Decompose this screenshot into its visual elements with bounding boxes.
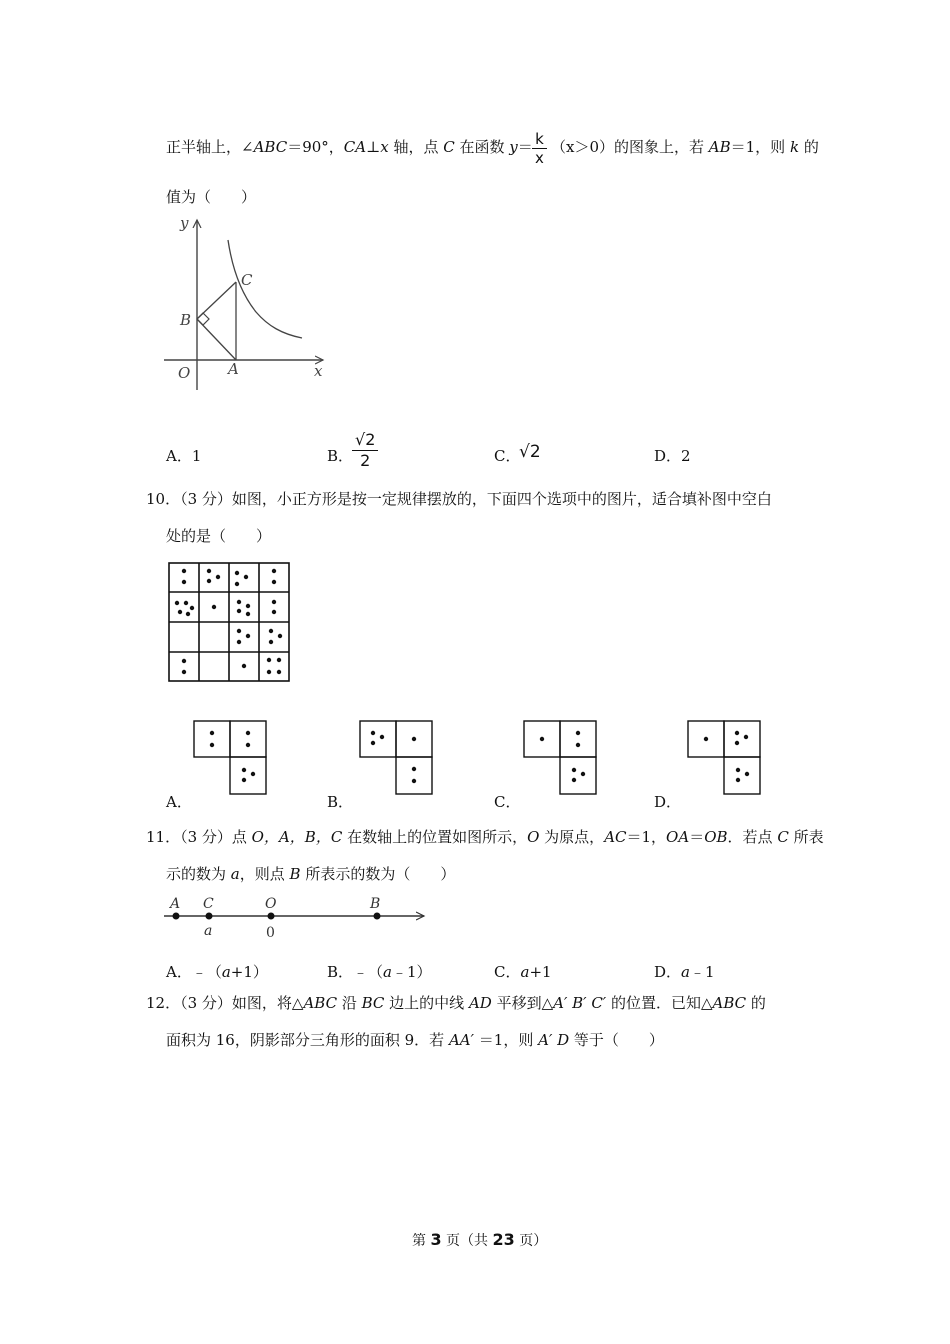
text: 所表示的数为（ ）	[300, 865, 456, 883]
text: ＝1，则	[730, 138, 790, 156]
q10-option-d-figure	[687, 720, 761, 796]
text: AB	[708, 138, 731, 156]
text: 页（共	[441, 1233, 493, 1249]
label-b: B	[370, 896, 381, 912]
label-a: A	[170, 896, 181, 912]
text: 正半轴上，∠	[166, 138, 254, 156]
text: O	[527, 828, 540, 846]
point-c	[206, 913, 213, 920]
q12-line2	[166, 1033, 664, 1048]
text: a	[221, 963, 231, 981]
text: A′ D	[538, 1031, 570, 1049]
text: ABC	[253, 138, 288, 156]
q11-line2	[166, 867, 455, 882]
fraction-numerator: k	[532, 130, 547, 149]
text: a	[230, 865, 240, 883]
text: ⊥	[366, 138, 381, 156]
text: 等于（ ）	[569, 1031, 664, 1049]
text: a	[520, 963, 530, 981]
text: 面积为 16，阴影部分三角形的面积 9．若	[166, 1031, 449, 1049]
text: 页）	[514, 1233, 548, 1249]
text: k	[789, 138, 800, 156]
text: ABC	[712, 994, 747, 1012]
text: 在数轴上的位置如图所示，	[342, 828, 528, 846]
text: BC	[361, 994, 385, 1012]
fraction-k-over-x	[532, 130, 547, 167]
text: D．	[654, 963, 682, 981]
q10-option-d-label: D．	[654, 793, 682, 811]
text: ＝	[689, 828, 705, 846]
text: ABC	[303, 994, 338, 1012]
text: CA	[343, 138, 367, 156]
fraction-numerator: √2	[352, 430, 378, 451]
text: ．若点	[727, 828, 778, 846]
q10-option-c-figure	[523, 720, 597, 796]
text: 的位置．已知△	[606, 994, 713, 1012]
q11-option-b	[327, 961, 432, 982]
label-a: A	[228, 360, 239, 378]
q9-line1	[166, 140, 533, 155]
text: O，A，B，C	[251, 828, 343, 846]
point-o	[268, 913, 275, 920]
label-o: O	[178, 364, 191, 382]
label-o: O	[265, 896, 277, 912]
text: A．﹣（	[166, 963, 222, 981]
q10-dot-grid	[168, 562, 292, 683]
text: 平移到△	[491, 994, 554, 1012]
q11-option-c	[494, 961, 552, 982]
label-c: C	[203, 896, 214, 912]
q9-option-d: D．2	[654, 447, 691, 465]
text: 的	[799, 138, 819, 156]
q10-option-a-figure	[193, 720, 267, 796]
text: C	[443, 138, 455, 156]
q12-line1	[146, 996, 766, 1011]
text: a	[383, 963, 392, 981]
text: C．	[494, 963, 521, 981]
q11-option-d	[654, 961, 715, 982]
text: 12．（3 分）如图，将△	[146, 994, 304, 1012]
q10-option-b-label: B．	[327, 793, 354, 811]
text: ﹣1	[689, 963, 715, 981]
fraction-denominator: x	[535, 149, 544, 167]
text: ＝1，	[626, 828, 667, 846]
q9-option-c-letter: C．	[494, 447, 521, 465]
text: 在函数	[454, 138, 510, 156]
text: ＝	[517, 138, 533, 156]
q10-line1: 10．（3 分）如图，小正方形是按一定规律摆放的，下面四个选项中的图片，适合填补图中空白	[146, 490, 772, 508]
q10-option-c-label: C．	[494, 793, 521, 811]
text: y	[509, 138, 518, 156]
text: 为原点，	[539, 828, 605, 846]
text: B	[289, 865, 301, 883]
label-zero: 0	[266, 925, 275, 941]
text: AC	[604, 828, 627, 846]
q9-option-c-value: √2	[519, 442, 541, 462]
text: 轴，点	[388, 138, 444, 156]
text: 所表	[788, 828, 824, 846]
point-b	[374, 913, 381, 920]
text: ＝90°，	[287, 138, 344, 156]
label-x: x	[314, 362, 323, 380]
label-a-value: a	[204, 923, 213, 939]
label-b: B	[180, 311, 192, 329]
q9-option-b-fraction	[352, 430, 378, 471]
q9-option-a: A．1	[166, 447, 202, 465]
fraction-denominator: 2	[360, 451, 371, 470]
q11-number-line	[160, 893, 430, 941]
q11-line1	[146, 830, 824, 845]
page-number: 3	[430, 1230, 442, 1249]
page-total: 23	[492, 1230, 515, 1249]
text: ＝1，则	[474, 1031, 539, 1049]
text: ，则点	[239, 865, 290, 883]
text: A′ B′ C′	[553, 994, 607, 1012]
q9-line1-rest	[551, 140, 819, 155]
q11-option-a	[166, 961, 268, 982]
text: B．﹣（	[327, 963, 384, 981]
right-angle-mark	[197, 313, 209, 325]
text: 边上的中线	[384, 994, 469, 1012]
text: 11．（3 分）点	[146, 828, 252, 846]
text: a	[681, 963, 690, 981]
text: +1	[529, 963, 552, 981]
point-a	[173, 913, 180, 920]
label-c: C	[241, 271, 253, 289]
label-y: y	[180, 214, 189, 232]
text: 示的数为	[166, 865, 231, 883]
text: +1）	[230, 963, 268, 981]
text: ﹣1）	[391, 963, 432, 981]
text: 的	[746, 994, 766, 1012]
q10-option-b-figure	[359, 720, 433, 796]
text: C	[777, 828, 789, 846]
page-footer	[412, 1230, 547, 1250]
text: AA′	[448, 1031, 475, 1049]
text: （x＞0）的图象上，若	[551, 138, 709, 156]
q9-hyperbola-graph	[160, 212, 340, 397]
text: 沿	[337, 994, 362, 1012]
text: AD	[468, 994, 492, 1012]
hyperbola-curve	[228, 240, 302, 338]
text: OA	[666, 828, 690, 846]
q10-option-a-label: A．	[166, 793, 192, 811]
q9-line2: 值为（ ）	[166, 188, 257, 206]
q9-option-b-letter: B．	[327, 447, 354, 465]
text: OB	[704, 828, 728, 846]
text: x	[380, 138, 389, 156]
text: 第	[412, 1233, 431, 1249]
q10-line2: 处的是（ ）	[166, 527, 272, 545]
